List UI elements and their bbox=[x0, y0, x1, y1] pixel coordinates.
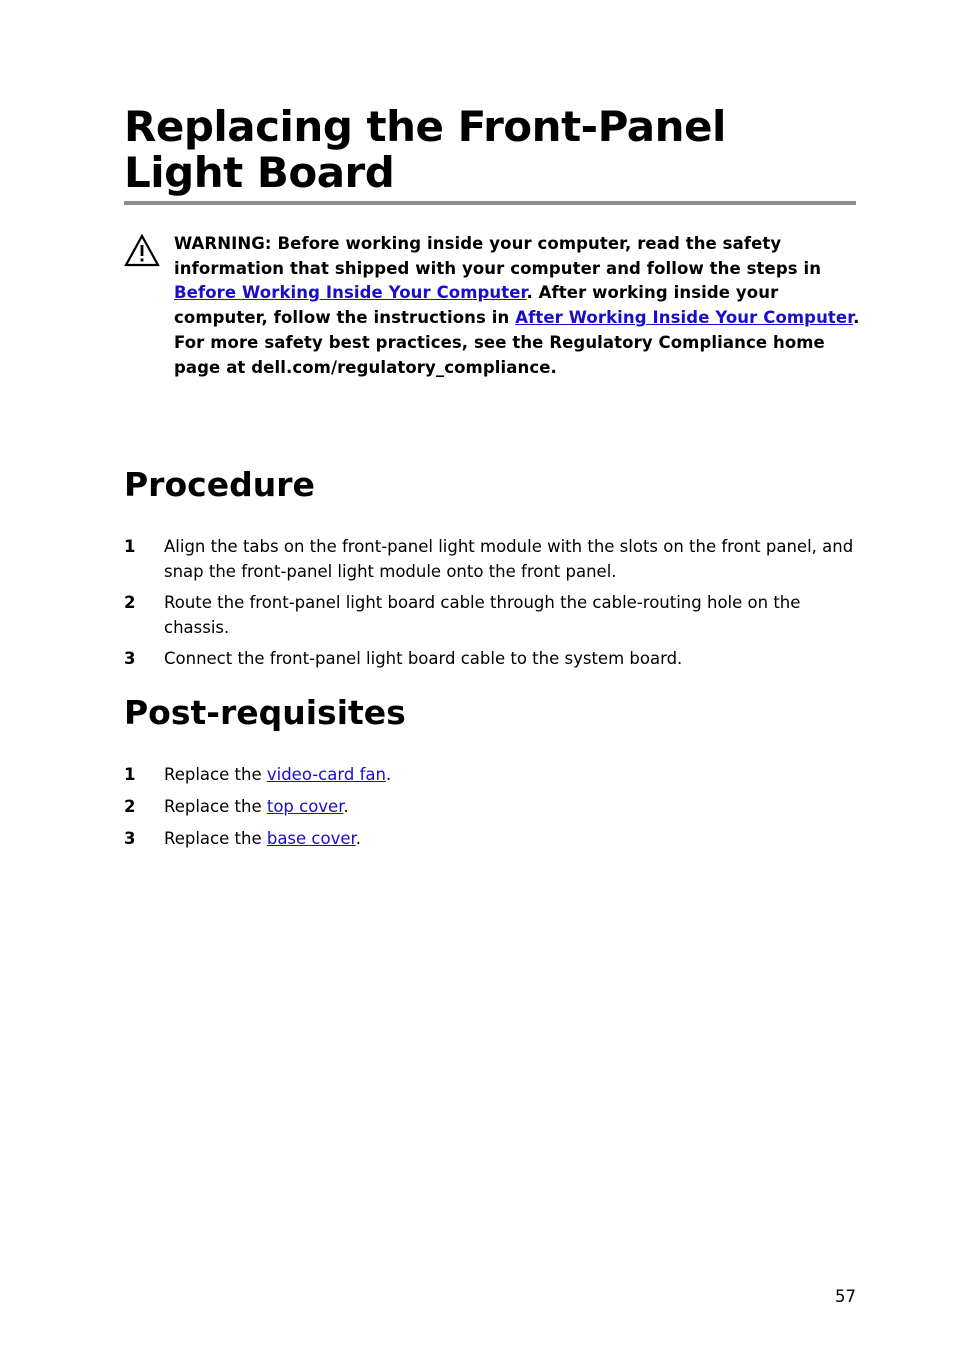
list-item bbox=[124, 534, 856, 584]
list-item bbox=[124, 590, 856, 640]
warning-tail: . For more safety best practices, see the Regulatory Compliance home page at dell.com/regulatory_compliance. bbox=[174, 308, 860, 377]
base-cover-link[interactable]: base cover bbox=[266, 829, 356, 848]
procedure-steps bbox=[124, 534, 856, 677]
step-text-suffix: . bbox=[385, 765, 392, 784]
before-working-link[interactable]: Before Working Inside Your Computer bbox=[174, 283, 527, 303]
step-text: Connect the front-panel light board cable to the system board. bbox=[164, 649, 683, 668]
list-item bbox=[124, 826, 856, 851]
procedure-heading: Procedure bbox=[124, 465, 315, 504]
list-item bbox=[124, 762, 856, 787]
warning-middle: . After working inside your computer, follow the instructions in bbox=[174, 283, 779, 328]
step-number: 3 bbox=[124, 649, 136, 668]
warning-text bbox=[174, 232, 864, 380]
page-title-line-2: Light Board bbox=[124, 148, 395, 197]
step-number: 1 bbox=[124, 537, 136, 556]
step-text-prefix: Replace the bbox=[164, 797, 267, 816]
page-title-line-1: Replacing the Front-Panel bbox=[124, 102, 726, 151]
step-text-prefix: Replace the bbox=[164, 765, 267, 784]
step-number: 1 bbox=[124, 765, 136, 784]
page-number: 57 bbox=[835, 1287, 856, 1306]
post-requisites-heading: Post-requisites bbox=[124, 693, 406, 732]
title-divider bbox=[124, 201, 856, 205]
video-card-fan-link[interactable]: video-card fan bbox=[266, 765, 386, 784]
step-number: 2 bbox=[124, 797, 136, 816]
page-title bbox=[124, 104, 856, 196]
after-working-link[interactable]: After Working Inside Your Computer bbox=[515, 308, 854, 328]
top-cover-link[interactable]: top cover bbox=[266, 797, 344, 816]
post-requisites-steps bbox=[124, 762, 856, 858]
step-text: Route the front-panel light board cable through the cable-routing hole on the chassis. bbox=[164, 593, 801, 637]
step-text-prefix: Replace the bbox=[164, 829, 267, 848]
list-item bbox=[124, 646, 856, 671]
step-text-suffix: . bbox=[343, 797, 349, 816]
list-item bbox=[124, 794, 856, 819]
step-text: Align the tabs on the front-panel light module with the slots on the front panel, and snap the front-panel light module onto the front panel. bbox=[164, 537, 854, 581]
step-number: 2 bbox=[124, 593, 136, 612]
step-number: 3 bbox=[124, 829, 136, 848]
step-text-suffix: . bbox=[355, 829, 362, 848]
warning-lead: WARNING: Before working inside your computer, read the safety information that shipped with your computer and follow the steps in bbox=[174, 234, 822, 278]
warning-triangle-icon bbox=[124, 234, 160, 268]
